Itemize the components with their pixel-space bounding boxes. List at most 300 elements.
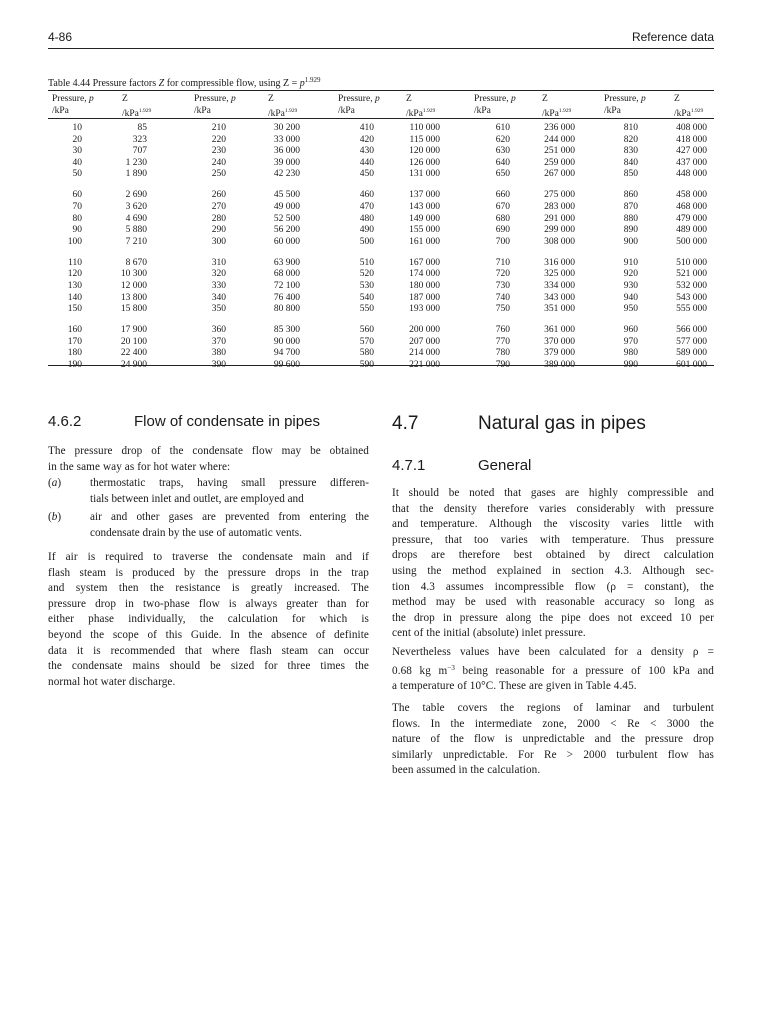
pressure-cell: 740: [495, 292, 510, 303]
z-value-cell: 707: [132, 146, 147, 157]
pressure-cell: 530: [359, 280, 374, 291]
pressure-column: [12, 123, 82, 371]
z-value-cell: 20 100: [120, 336, 147, 347]
pressure-cell: 880: [623, 213, 638, 224]
z-value-cell: 60 000: [273, 236, 300, 247]
row-group-gap: [370, 248, 440, 257]
pressure-cell: 80: [72, 213, 82, 224]
z-value-cell: 110 000: [409, 123, 440, 133]
z-value-cell: 221 000: [409, 359, 440, 370]
z-value-cell: 161 000: [409, 236, 440, 247]
text-line: It should be noted that gases are highly compressible and: [392, 487, 714, 499]
text-line: cent of the initial (absolute) inlet pressure.: [392, 627, 586, 640]
section-title: Flow of condensate in pipes: [134, 413, 320, 430]
page-number: 4-86: [48, 30, 73, 44]
pressure-cell: 280: [211, 213, 226, 224]
pressure-cell: 270: [211, 201, 226, 212]
z-value-cell: 8 670: [125, 257, 147, 268]
general-paragraph-2: [392, 645, 714, 695]
header-exponent: 1.929: [558, 108, 572, 114]
text-line: been assumed in the calculation.: [392, 764, 541, 777]
text-line: air and other gases are prevented from entering the: [90, 511, 369, 523]
z-value-cell: 137 000: [409, 190, 440, 201]
z-value-cell: 85: [137, 123, 147, 133]
pressure-cell: 720: [495, 269, 510, 280]
pressure-cell: 220: [211, 134, 226, 145]
header-unit: /kPa: [52, 106, 69, 116]
pressure-cell: 660: [495, 190, 510, 201]
z-value-cell: 437 000: [676, 157, 707, 168]
header-text: /kPa: [122, 109, 139, 119]
row-group-gap: [156, 248, 226, 257]
text-line: If air is required to traverse the condensate main and if: [48, 551, 369, 563]
header-exponent: 1.929: [422, 108, 436, 114]
header-exponent: 1.929: [690, 108, 704, 114]
z-value-cell: 566 000: [676, 325, 707, 336]
text-line: and temperature. Although the viscosity varies little with: [392, 518, 714, 531]
header-symbol: p: [88, 94, 94, 104]
z-column: [230, 123, 300, 371]
pressure-cell: 830: [623, 146, 638, 157]
row-group-gap: [568, 181, 638, 190]
header-label: Z: [406, 94, 412, 104]
pressure-cell: 520: [359, 269, 374, 280]
section-4-7-1-heading: [392, 457, 714, 477]
text-line: flash steam is produced by the pressure drops in the trap: [48, 566, 369, 579]
pressure-cell: 470: [359, 201, 374, 212]
pressure-cell: 650: [495, 169, 510, 180]
z-value-cell: 45 500: [273, 190, 300, 201]
pressure-cell: 730: [495, 280, 510, 291]
z-value-cell: 418 000: [676, 134, 707, 145]
row-group-gap: [505, 181, 575, 190]
table-rule-top: [48, 90, 714, 91]
row-group-gap: [568, 248, 638, 257]
z-value-cell: 291 000: [544, 213, 575, 224]
text-line: pressure drop in two-phase flow is always greater than for: [48, 597, 369, 610]
header-unit: /kPa: [604, 106, 621, 116]
z-value-cell: 115 000: [409, 134, 440, 145]
text-line: nature of the flow is unpredictable and the pressure drop: [392, 733, 714, 746]
text-line: flows. In the intermediate zone, 2000 < Re < 3000 the: [392, 717, 714, 730]
z-value-cell: 126 000: [409, 157, 440, 168]
header-text: /kPa: [542, 109, 559, 119]
pressure-cell: 360: [211, 325, 226, 336]
z-value-cell: 68 000: [273, 269, 300, 280]
z-value-cell: 149 000: [409, 213, 440, 224]
pressure-cell: 570: [359, 336, 374, 347]
row-group-gap: [230, 316, 300, 325]
general-paragraph-3: [392, 701, 714, 779]
z-value-cell: 120 000: [409, 146, 440, 157]
pressure-column: [568, 123, 638, 371]
pressure-cell: 260: [211, 190, 226, 201]
text-line: method may be used with reasonable accuracy so long as: [392, 596, 714, 609]
pressure-cell: 300: [211, 236, 226, 247]
z-value-cell: 370 000: [544, 336, 575, 347]
table-caption: [48, 76, 714, 89]
z-value-cell: 236 000: [544, 123, 575, 133]
pressure-cell: 110: [68, 257, 82, 268]
pressure-cell: 250: [211, 169, 226, 180]
header-label: [474, 93, 516, 105]
row-group-gap: [12, 316, 82, 325]
pressure-cell: 940: [623, 292, 638, 303]
pressure-cell: 420: [359, 134, 374, 145]
header-symbol: p: [640, 94, 646, 104]
pressure-cell: 240: [211, 157, 226, 168]
list-item-text: [90, 476, 369, 507]
pressure-cell: 860: [623, 190, 638, 201]
pressure-cell: 960: [623, 325, 638, 336]
pressure-cell: 480: [359, 213, 374, 224]
pressure-cell: 620: [495, 134, 510, 145]
z-value-cell: 244 000: [544, 134, 575, 145]
header-label: [52, 93, 94, 105]
z-value-cell: 1 890: [125, 169, 147, 180]
z-value-cell: 389 000: [544, 359, 575, 370]
z-value-cell: 10 300: [120, 269, 147, 280]
z-value-cell: 36 000: [273, 146, 300, 157]
condensate-body-paragraph: [48, 550, 369, 690]
z-value-cell: 448 000: [676, 169, 707, 180]
header-label: [194, 93, 236, 105]
text-line: 0.68 kg $m^{-3}$ being reasonable for a pressure of 100 kPa and: [392, 663, 714, 677]
z-column: [505, 123, 575, 371]
row-group-gap: [156, 181, 226, 190]
text-line: normal hot water discharge.: [48, 675, 176, 688]
z-value-cell: 1 230: [125, 157, 147, 168]
pressure-column-header: [474, 93, 516, 117]
z-value-cell: 275 000: [544, 190, 575, 201]
z-value-cell: 76 400: [273, 292, 300, 303]
row-group-gap: [440, 181, 510, 190]
pressure-cell: 780: [495, 348, 510, 359]
pressure-cell: 750: [495, 304, 510, 315]
z-value-cell: 15 800: [120, 304, 147, 315]
pressure-cell: 990: [623, 359, 638, 370]
pressure-cell: 500: [359, 236, 374, 247]
pressure-cell: 160: [67, 325, 82, 336]
section-number: 4.7.1: [392, 457, 426, 474]
pressure-cell: 320: [211, 269, 226, 280]
pressure-cell: 150: [67, 304, 82, 315]
pressure-cell: 180: [67, 348, 82, 359]
pressure-cell: 350: [211, 304, 226, 315]
pressure-cell: 710: [495, 257, 510, 268]
row-group-gap: [637, 181, 707, 190]
pressure-column-header: [52, 93, 94, 117]
pressure-cell: 760: [495, 325, 510, 336]
z-value-cell: 316 000: [544, 257, 575, 268]
header-unit: /kPa: [338, 106, 355, 116]
z-value-cell: 299 000: [544, 225, 575, 236]
pressure-cell: 70: [72, 201, 82, 212]
header-symbol: p: [374, 94, 380, 104]
pressure-cell: 910: [623, 257, 638, 268]
caption-exponent: 1.929: [304, 76, 321, 84]
pressure-column: [304, 123, 374, 371]
z-value-cell: 80 800: [273, 304, 300, 315]
z-value-cell: 427 000: [676, 146, 707, 157]
pressure-cell: 840: [623, 157, 638, 168]
text-line: The table covers the regions of laminar and turbulent: [392, 702, 714, 714]
pressure-column-header: [338, 93, 380, 117]
z-value-cell: 90 000: [273, 336, 300, 347]
row-group-gap: [77, 316, 147, 325]
z-value-cell: 334 000: [544, 280, 575, 291]
pressure-cell: 690: [495, 225, 510, 236]
row-group-gap: [12, 181, 82, 190]
header-unit: /kPa: [194, 106, 211, 116]
row-group-gap: [440, 248, 510, 257]
z-value-cell: 131 000: [409, 169, 440, 180]
pressure-cell: 980: [623, 348, 638, 359]
z-value-cell: 99 600: [273, 359, 300, 370]
table-rule-bottom: [48, 365, 714, 366]
pressure-cell: 60: [72, 190, 82, 201]
header-exponent: 1.929: [284, 108, 298, 114]
section-title: General: [478, 457, 532, 474]
condensate-intro: [48, 444, 369, 475]
text-line: The pressure drop of the condensate flow may be obtained: [48, 445, 369, 457]
text-line: either phase individually, the calculation for which is: [48, 613, 369, 626]
z-value-cell: 33 000: [273, 134, 300, 145]
pressure-cell: 490: [359, 225, 374, 236]
z-column: [370, 123, 440, 371]
pressure-cell: 230: [211, 146, 226, 157]
pressure-cell: 170: [67, 336, 82, 347]
z-value-cell: 2 690: [125, 190, 147, 201]
z-value-cell: 479 000: [676, 213, 707, 224]
pressure-cell: 590: [359, 359, 374, 370]
text-line: using the method explained in section 4.3. Although sec-: [392, 564, 714, 577]
row-group-gap: [370, 181, 440, 190]
page-header: [48, 30, 714, 46]
z-value-cell: 555 000: [676, 304, 707, 315]
z-value-cell: 3 620: [125, 201, 147, 212]
pressure-cell: 310: [211, 257, 226, 268]
z-value-cell: 85 300: [273, 325, 300, 336]
pressure-cell: 370: [211, 336, 226, 347]
row-group-gap: [637, 316, 707, 325]
z-value-cell: 589 000: [676, 348, 707, 359]
pressure-cell: 900: [623, 236, 638, 247]
pressure-column-header: [194, 93, 236, 117]
text-line: tials between inlet and outlet, are employed and: [90, 492, 304, 505]
z-value-cell: 458 000: [676, 190, 707, 201]
text-line: tion 4.3 assumes incompressible flow (ρ = constant), the: [392, 580, 714, 593]
z-value-cell: 259 000: [544, 157, 575, 168]
pressure-cell: 670: [495, 201, 510, 212]
pressure-cell: 30: [72, 146, 82, 157]
row-group-gap: [230, 181, 300, 190]
pressure-cell: 390: [211, 359, 226, 370]
text-line: the drop in pressure along the pipe does not exceed 10 per: [392, 611, 714, 624]
pressure-cell: 450: [359, 169, 374, 180]
text-line: data it is recommended that where flash steam can occur: [48, 644, 369, 657]
z-value-cell: 521 000: [676, 269, 707, 280]
z-value-cell: 5 880: [125, 225, 147, 236]
z-value-cell: 22 400: [120, 348, 147, 359]
table-rule-header: [48, 118, 714, 119]
pressure-cell: 130: [67, 280, 82, 291]
z-value-cell: 187 000: [409, 292, 440, 303]
text-line: condensate drain by the use of automatic vents.: [90, 526, 302, 539]
header-text: Pressure,: [604, 94, 639, 104]
pressure-column: [156, 123, 226, 371]
z-column-header: [268, 93, 297, 120]
pressure-column-header: [604, 93, 646, 117]
caption-mid: for compressible flow, using: [166, 78, 281, 89]
pressure-cell: 970: [623, 336, 638, 347]
z-value-cell: 214 000: [409, 348, 440, 359]
row-group-gap: [505, 248, 575, 257]
pressure-cell: 890: [623, 225, 638, 236]
text-line: the condensate mains should be sized for three times the: [48, 660, 369, 673]
header-label: [338, 93, 380, 105]
z-column-header: [674, 93, 703, 120]
header-text: Pressure,: [194, 94, 229, 104]
row-group-gap: [304, 181, 374, 190]
pressure-cell: 190: [67, 359, 82, 370]
row-group-gap: [370, 316, 440, 325]
header-text: Pressure,: [52, 94, 87, 104]
z-value-cell: 543 000: [676, 292, 707, 303]
z-value-cell: 351 000: [544, 304, 575, 315]
header-text: /kPa: [674, 109, 691, 119]
z-value-cell: 63 900: [273, 257, 300, 268]
z-value-cell: 7 210: [125, 236, 147, 247]
pressure-cell: 820: [623, 134, 638, 145]
pressure-cell: 790: [495, 359, 510, 370]
header-text: /kPa: [268, 109, 285, 119]
pressure-cell: 510: [359, 257, 374, 268]
text-line: and system then the resistance is greatly increased. The: [48, 582, 369, 595]
pressure-cell: 90: [72, 225, 82, 236]
row-group-gap: [156, 316, 226, 325]
pressure-cell: 930: [623, 280, 638, 291]
z-value-cell: 94 700: [273, 348, 300, 359]
pressure-cell: 210: [211, 123, 226, 133]
pressure-cell: 700: [495, 236, 510, 247]
z-column-header: [406, 93, 435, 120]
list-item-a: [48, 476, 369, 508]
pressure-cell: 330: [211, 280, 226, 291]
pressure-cell: 100: [67, 236, 82, 247]
pressure-cell: 810: [623, 123, 638, 133]
z-value-cell: 379 000: [544, 348, 575, 359]
z-value-cell: 12 000: [120, 280, 147, 291]
text-line: drops are therefore best obtained by direct calculation: [392, 549, 714, 562]
text-line: a temperature of 10°C. These are given in Table 4.45.: [392, 680, 637, 693]
z-value-cell: 42 230: [273, 169, 300, 180]
row-group-gap: [505, 316, 575, 325]
z-value-cell: 267 000: [544, 169, 575, 180]
z-value-cell: 577 000: [676, 336, 707, 347]
z-value-cell: 13 800: [120, 292, 147, 303]
header-symbol: p: [230, 94, 236, 104]
z-value-cell: 532 000: [676, 280, 707, 291]
z-value-cell: 251 000: [544, 146, 575, 157]
general-paragraph-1: [392, 486, 714, 642]
z-column-header: [122, 93, 151, 120]
pressure-cell: 430: [359, 146, 374, 157]
row-group-gap: [637, 248, 707, 257]
section-number: 4.7: [392, 413, 419, 434]
z-value-cell: 30 200: [273, 123, 300, 133]
header-rule: [48, 48, 714, 49]
pressure-cell: 770: [495, 336, 510, 347]
z-value-cell: 468 000: [676, 201, 707, 212]
z-value-cell: 155 000: [409, 225, 440, 236]
section-4-7-heading: [392, 413, 714, 437]
header-unit: /kPa: [474, 106, 491, 116]
row-group-gap: [304, 248, 374, 257]
header-text: Pressure,: [338, 94, 373, 104]
z-value-cell: 207 000: [409, 336, 440, 347]
pressure-cell: 440: [359, 157, 374, 168]
z-value-cell: 24 900: [120, 359, 147, 370]
header-label: Z: [674, 94, 680, 104]
z-value-cell: 72 100: [273, 280, 300, 291]
z-value-cell: 408 000: [676, 123, 707, 133]
z-value-cell: 489 000: [676, 225, 707, 236]
text-line: that the density therefore varies considerably with pressure: [392, 502, 714, 515]
caption-p: p: [299, 78, 305, 89]
pressure-cell: 20: [72, 134, 82, 145]
section-4-6-2-heading: [48, 413, 368, 433]
z-value-cell: 308 000: [544, 236, 575, 247]
header-exponent: 1.929: [138, 108, 152, 114]
z-value-cell: 361 000: [544, 325, 575, 336]
pressure-cell: 120: [67, 269, 82, 280]
z-value-cell: 510 000: [676, 257, 707, 268]
pressure-cell: 290: [211, 225, 226, 236]
z-value-cell: 52 500: [273, 213, 300, 224]
section-number: 4.6.2: [48, 413, 82, 430]
section-reference: Reference data: [631, 30, 714, 44]
pressure-cell: 850: [623, 169, 638, 180]
header-label: [604, 93, 646, 105]
list-item-b: [48, 510, 369, 542]
pressure-cell: 950: [623, 304, 638, 315]
pressure-cell: 540: [359, 292, 374, 303]
pressure-cell: 610: [495, 123, 510, 133]
header-text: /kPa: [406, 109, 423, 119]
pressure-cell: 140: [67, 292, 82, 303]
header-text: Pressure,: [474, 94, 509, 104]
list-marker: (a): [48, 477, 62, 489]
text-line: pressure, that too varies with temperature. Thus pressure: [392, 533, 714, 546]
row-group-gap: [230, 248, 300, 257]
row-group-gap: [77, 181, 147, 190]
pressure-cell: 10: [72, 123, 82, 133]
z-value-cell: 601 000: [676, 359, 707, 370]
text-line: thermostatic traps, having small pressure differen-: [90, 477, 369, 489]
z-value-cell: 39 000: [273, 157, 300, 168]
caption-formula: Z =: [283, 78, 300, 89]
z-column: [77, 123, 147, 371]
pressure-cell: 40: [72, 157, 82, 168]
z-column-header: [542, 93, 571, 120]
z-value-cell: 323: [132, 134, 147, 145]
pressure-cell: 920: [623, 269, 638, 280]
list-item-text: [90, 510, 369, 541]
pressure-cell: 580: [359, 348, 374, 359]
z-value-cell: 325 000: [544, 269, 575, 280]
header-label: Z: [268, 94, 274, 104]
